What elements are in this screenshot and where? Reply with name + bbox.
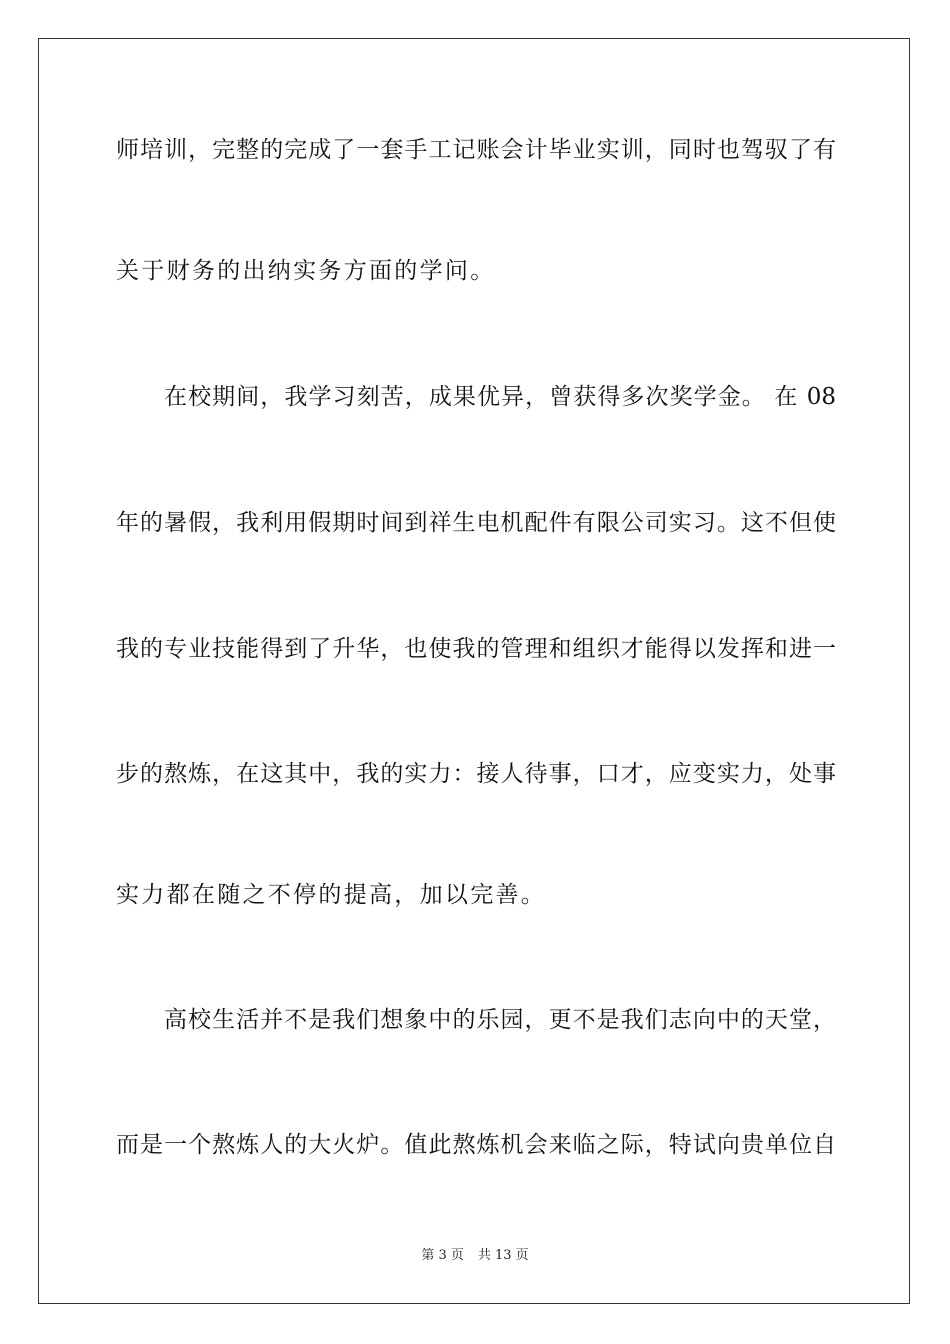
- text-line-1: 师培训，完整的完成了一套手工记账会计毕业实训，同时也驾驭了有: [116, 137, 836, 163]
- page-number: 第 3 页: [421, 1248, 464, 1263]
- text-line-4: 年的暑假，我利用假期时间到祥生电机配件有限公司实习。这不但使: [116, 510, 836, 536]
- page-total: 共 13 页: [477, 1248, 529, 1263]
- text-line-7: 实力都在随之不停的提高，加以完善。: [116, 882, 547, 908]
- text-line-6: 步的熬炼，在这其中，我的实力：接人待事，口才，应变实力，处事: [116, 761, 836, 787]
- text-line-9: 而是一个熬炼人的大火炉。值此熬炼机会来临之际，特试向贵单位自: [116, 1132, 836, 1158]
- page-border: [38, 38, 910, 1304]
- page-footer: [0, 1247, 950, 1265]
- text-line-2: 关于财务的出纳实务方面的学问。: [116, 258, 496, 284]
- text-line-8: 高校生活并不是我们想象中的乐园，更不是我们志向中的天堂，: [164, 1007, 836, 1033]
- text-line-3: 在校期间，我学习刻苦，成果优异，曾获得多次奖学金。 在 08: [164, 384, 836, 410]
- text-line-5: 我的专业技能得到了升华，也使我的管理和组织才能得以发挥和进一: [116, 636, 836, 662]
